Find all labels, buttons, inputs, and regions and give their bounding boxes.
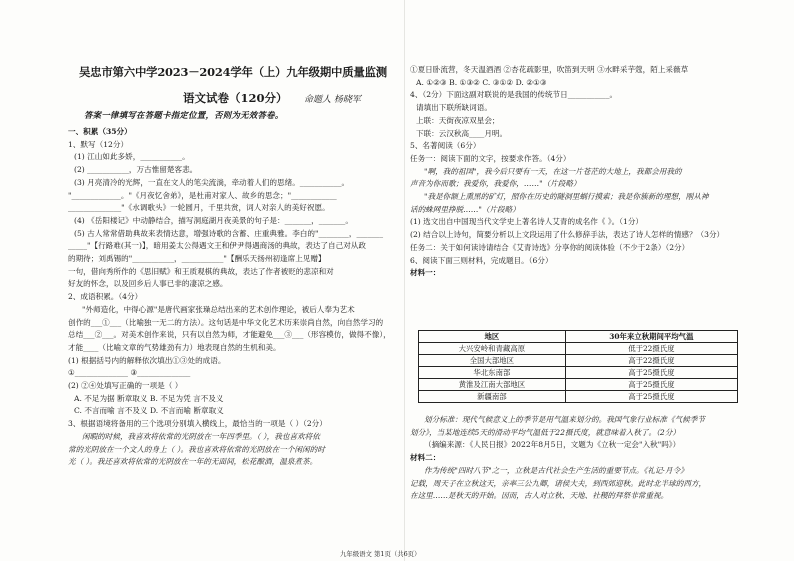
- table-header-row: [419, 331, 738, 343]
- exam-title: 吴忠市第六中学2023－2024学年（上）九年级期中质量监测: [78, 65, 387, 79]
- material-line: 记载，周天子在立秋这天，亲率三公九卿，诸侯大夫，到西郊迎秋。此时北半球的西方，: [410, 478, 707, 488]
- question-line: 创作的___①___（比喻独一无二的方法）。这句话是中华文化艺术历来崇尚自然，向自然学习的: [68, 317, 384, 327]
- material-label: 材料一：: [410, 268, 441, 278]
- table-cell: 高于25摄氏度: [565, 379, 737, 391]
- option-line: A. ①②③ B. ①③② C. ③①② D. ②①③: [416, 77, 547, 87]
- question-line: (2) ___________，万古惟留楚客悲。: [74, 165, 198, 175]
- material-line: 划分标准：现代气候意义上的季节是用气温来划分的。我国气象行业标准《气候季节: [424, 415, 705, 424]
- question-line: 常的光阴放在一个文人的身上（ ）。我也喜欢将依常的光阴放在一个闲闲的时: [68, 444, 325, 454]
- option-line: C. 不言而喻 言不及义 D. 不言而喻 断章取义: [74, 406, 224, 416]
- right-column: [410, 0, 740, 561]
- right-text-lines-bottom: [410, 414, 740, 503]
- question-line: "外师造化，中得心源"是唐代画家张璪总结出来的艺术创作理论，被后人奉为艺术: [82, 304, 355, 314]
- question-line: (2) 结合以上诗句，简要分析以上文段运用了什么修辞手法，表达了诗人怎样的情感？（3分）: [410, 230, 725, 240]
- question-line: (2) ②④处填写正确的一项是（ ）: [68, 381, 183, 391]
- question-line: 下联：云汉秋高____月明。: [416, 128, 508, 138]
- passage-line: "我是你额上熏黑的矿灯，照你在历史的隧洞里蜗行摸索；我是你簇新的理想，刚从神: [424, 192, 709, 202]
- table-row: [419, 343, 738, 355]
- question-line: (3) 月亮清冷的光辉，一直在文人的笔尖流淌，牵动着人们的思绪。___________。: [74, 177, 350, 187]
- question-line: 好友的怀念，以及回乡后人事已非的凄凉之感。: [68, 279, 228, 289]
- passage-line: 声音为你而歌；我爱你，我爱你，……"（片段略）: [410, 179, 581, 189]
- question-line: (4) 《岳阳楼记》中动静结合，描写洞庭湖月夜美景的句子是：_______，_______。: [74, 215, 353, 225]
- passage-line: 话的蛛网里挣脱……"（片段略）: [410, 204, 520, 214]
- table-cell: 华北东南部: [419, 367, 566, 379]
- question-line: _____"【行路难(其一)】，暗用姜太公得遇文王和伊尹得遇商汤的典故，表达了自己对从政: [68, 241, 366, 251]
- section-heading: 一、积累（35分）: [68, 127, 132, 136]
- table-cell: 低于22摄氏度: [565, 343, 737, 355]
- question-line: 请填出下联所缺词语。: [416, 103, 492, 113]
- question-line: 上联：天街夜凉双星会；: [416, 115, 500, 125]
- question-line: 1、默写（12分）: [68, 139, 129, 149]
- question-line: (1) 选文出自中国现当代文学史上著名诗人艾青的成名作《 》。（1分）: [410, 217, 644, 227]
- table-cell: 黄淮及江南大部地区: [419, 379, 566, 391]
- table-header: 地区: [419, 331, 566, 343]
- exam-subtitle: 语文试卷（120分）: [183, 91, 288, 105]
- left-text-lines: [68, 126, 398, 469]
- table-cell: 全国大部地区: [419, 355, 566, 367]
- question-line: ①______________ ③______________: [68, 368, 191, 378]
- question-line: (5) 古人常常借助典故来表情达意，增强诗歌的含蓄、庄重典雅。李白的"________，_______: [74, 228, 384, 238]
- passage-line: "啊，我的祖国"，我今后只要有一天，在这一片苍茫的大地上，我都会用我的: [424, 166, 682, 176]
- question-line: 总结___②___。对美术创作来说，只有以自然为师，才能避免___③___（形容模仿，做得不像），: [68, 330, 391, 340]
- question-line: (1) 根据括号内的解释依次填出①③处的成语。: [68, 355, 226, 365]
- question-line: 任务二：关于如何读诗请结合《艾青诗选》分享你的阅读体验（不少于2条）（2分）: [410, 242, 690, 252]
- question-line: (1) 江山如此多娇，___________。: [74, 152, 190, 162]
- question-line: 3、根据语境将备用的三个选项分别填入横线上，最恰当的一项是（ ）（2分）: [68, 419, 327, 429]
- question-line: 5、名著阅读（6分）: [410, 141, 481, 151]
- question-line: 一句，借向秀所作的《思旧赋》和王质观棋的典故，表达了作者被贬的悲凉和对: [68, 266, 334, 276]
- question-line: 2、成语积累。（4分）: [68, 292, 143, 302]
- question-line: 光（ ）。我还喜欢将依常的光阴放在一年的无面间，松花酿酒，温泉煮茶。: [68, 457, 318, 467]
- question-line: "_____________。"《月夜忆舍弟》，是杜甫对家人、故乡的思念；"____________: [68, 190, 337, 200]
- table-cell: 高于25摄氏度: [565, 391, 737, 403]
- table-header: 30年来立秋期间平均气温: [565, 331, 737, 343]
- question-line: 6、阅读下面三则材料，完成题目。（6分）: [410, 255, 553, 265]
- table-cell: 新疆南部: [419, 391, 566, 403]
- table-row: [419, 379, 738, 391]
- question-line: 的期待；刘禹锡的"___________，___________"【酬乐天扬州初逢席上见赠】: [68, 254, 326, 264]
- question-line: ______________"《水调歌头》一轮圆月，千里共赏，词人对亲人的美好祝愿。: [68, 203, 330, 213]
- material-line: 作为传统"四时八节"之一，立秋是古代社会生产生活的重要节点。《礼记·月令》: [424, 465, 688, 475]
- author-signature: 命题人 杨晓军: [304, 95, 361, 105]
- page-footer: 九年级语文 第1页（共6页）: [340, 550, 421, 558]
- question-line: 任务一：阅读下面的文字，按要求作答。（4分）: [410, 153, 571, 163]
- material-line: 在这里……是秋天的开始。因而，古人对立秋、天地、社稷的拜祭非常重视。: [410, 491, 669, 501]
- material-line: 划分》，当某地连续5天的滑动平均气温低于22摄氏度，就意味着入秋了。（2分）: [410, 427, 680, 437]
- option-line: A. 不足为据 断章取义 B. 不足为凭 言不及义: [74, 393, 224, 403]
- question-line: 4、（2分）下面这副对联说的是我国的传统节日___________。: [410, 90, 618, 100]
- left-column: [68, 0, 398, 561]
- answer-notice: 答案一律填写在答题卡指定位置，否则为无效答卷。: [84, 110, 284, 120]
- table-cell: 大兴安岭和青藏高原: [419, 343, 566, 355]
- material-label: 材料二：: [410, 453, 441, 463]
- page-fold-line: [404, 0, 405, 561]
- table-row: [419, 391, 738, 403]
- right-text-lines-top: [410, 64, 740, 280]
- table-row: [419, 355, 738, 367]
- question-line: 才能____（比喻文章的气势雄劲有力）地表现自然的生机和美。: [68, 342, 281, 352]
- temperature-table: [418, 330, 738, 403]
- table-cell: 高于22摄氏度: [565, 355, 737, 367]
- question-line: 闲暇的时候，我喜欢将依常的光阴放在一年四季里。（ ），我也喜欢将依: [82, 431, 320, 441]
- table-row: [419, 367, 738, 379]
- material-source: （摘编来源：《人民日报》2022年8月5日，文题为《立秋一定会"入秋"吗》）: [424, 440, 681, 450]
- option-line: ①夏日卧流营，冬天温酒酒 ②杏花疏影里，吹笛到天明 ③水畔采芋蔻，陌上采薇草: [410, 65, 689, 74]
- table-cell: 高于25摄氏度: [565, 367, 737, 379]
